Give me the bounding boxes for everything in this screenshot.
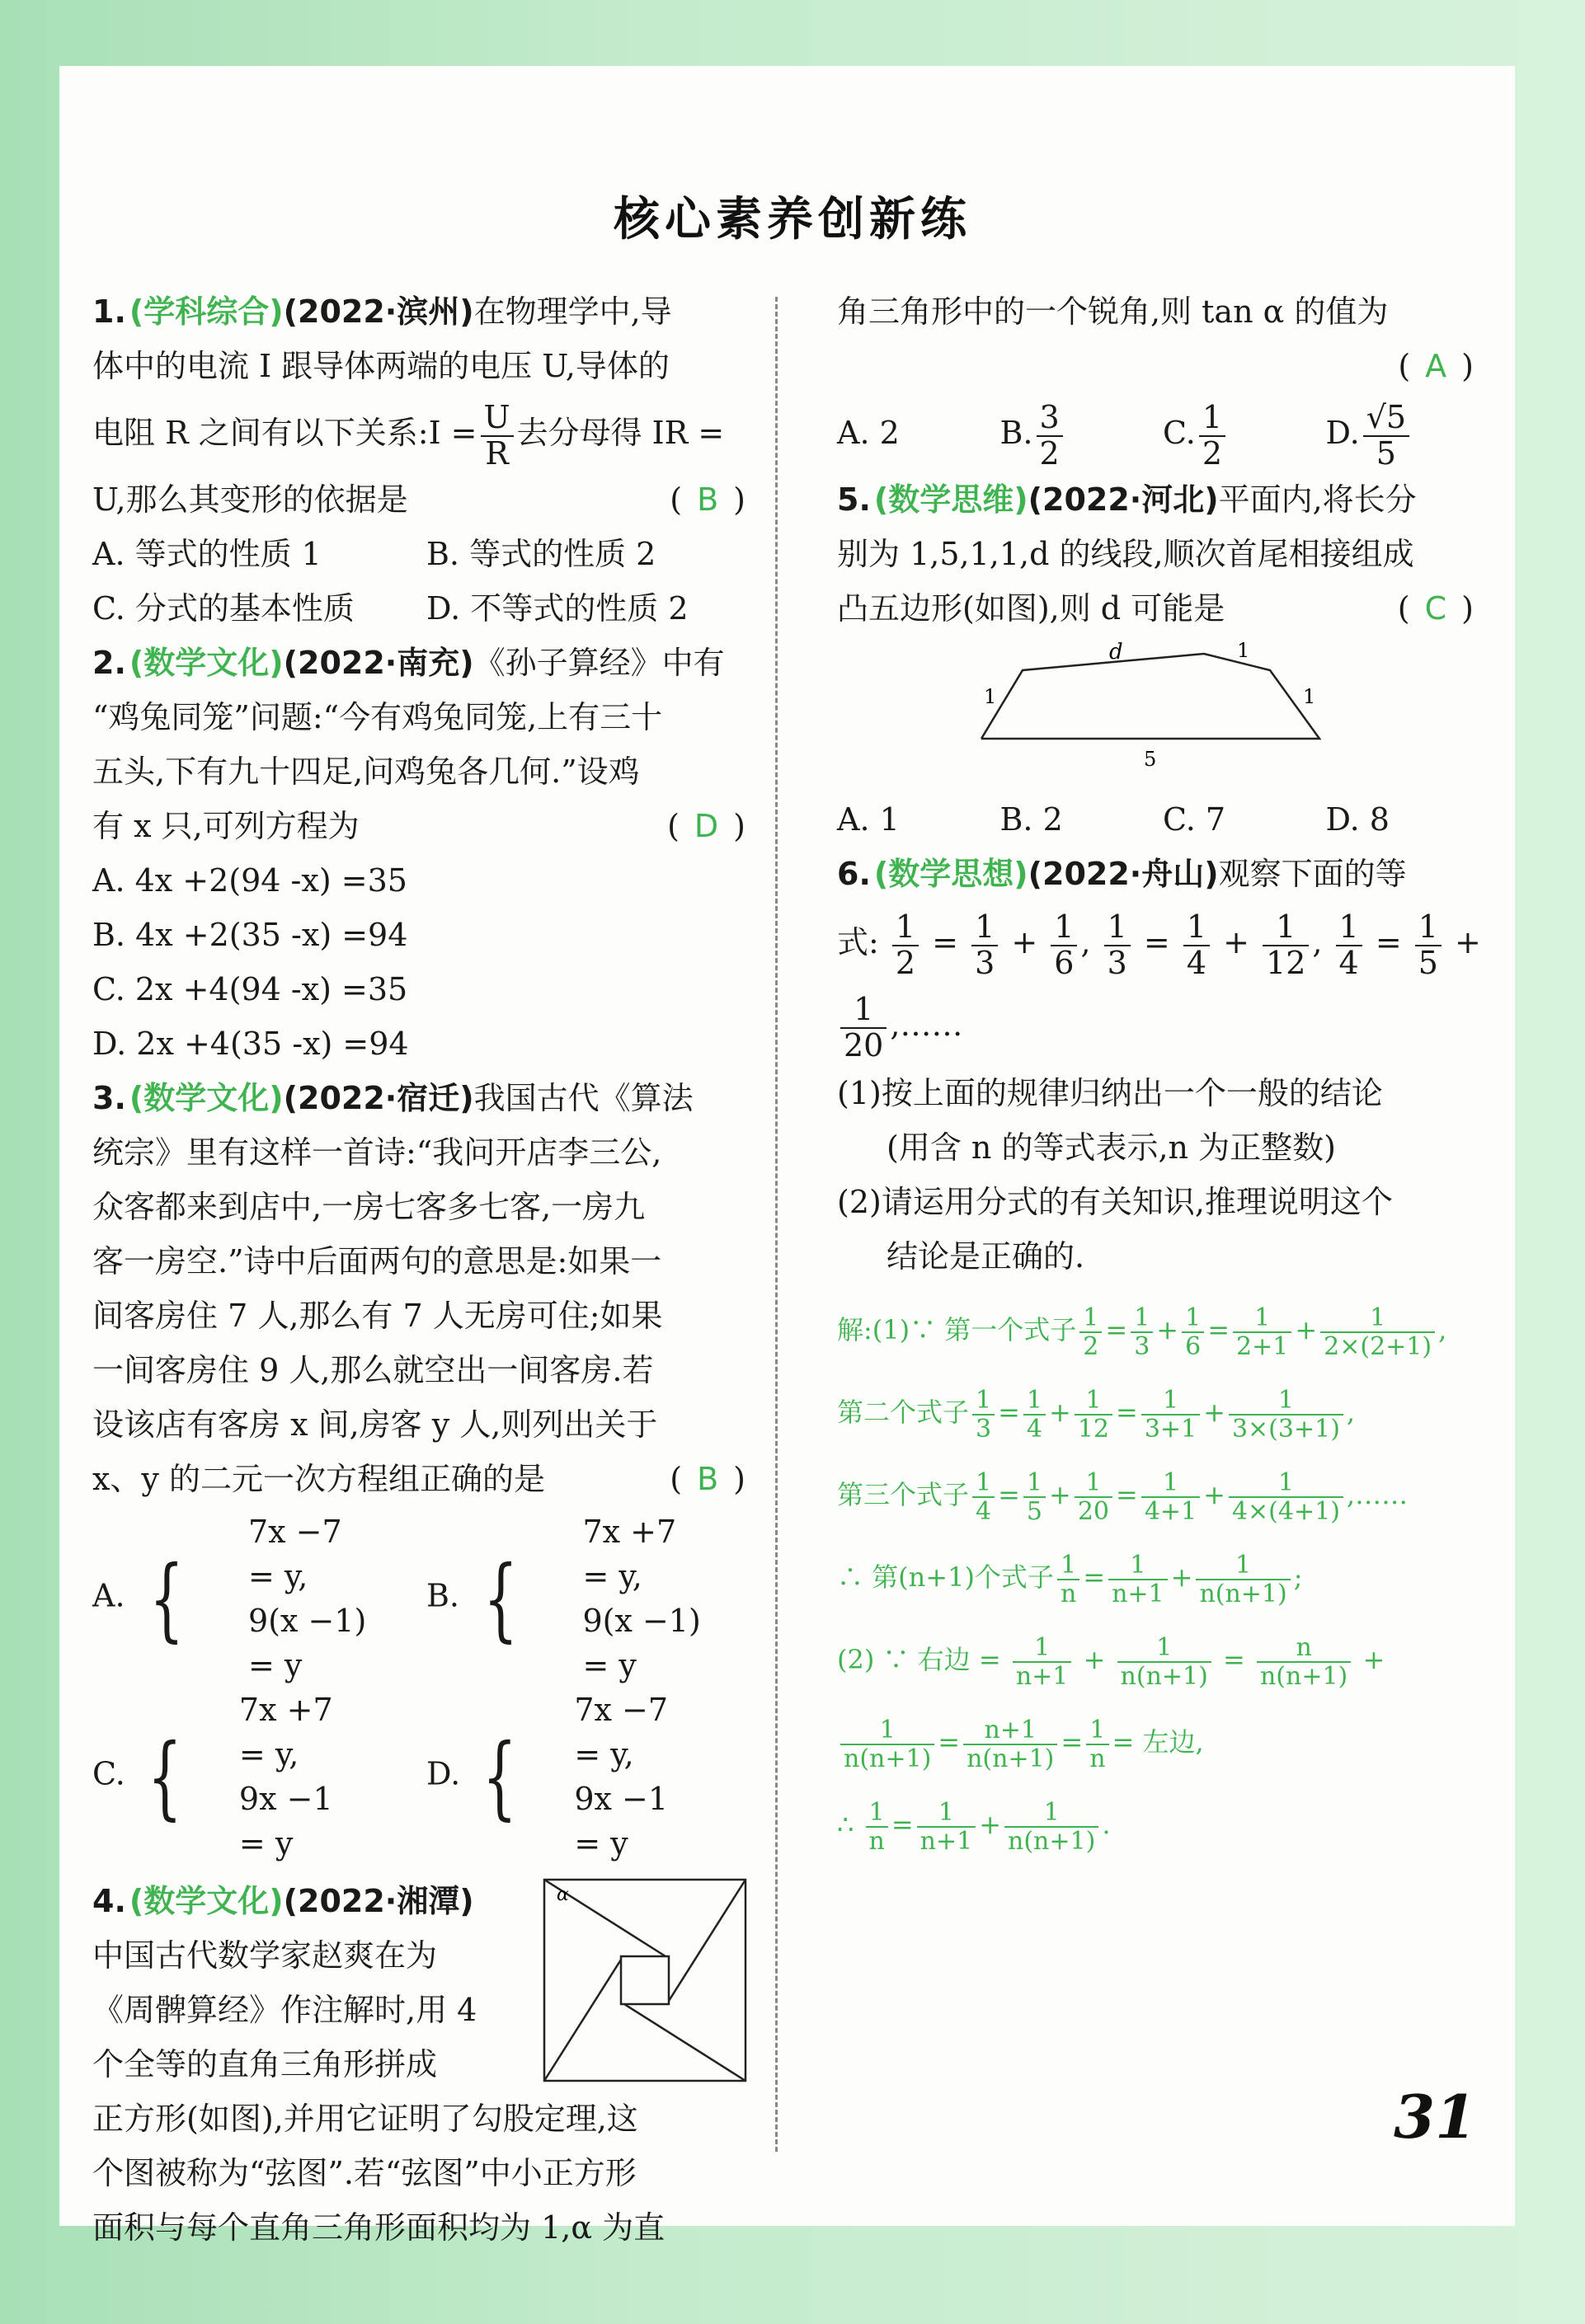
fraction — [1196, 1552, 1290, 1608]
question-text: 凸五边形(如图),则 d 可能是 — [837, 590, 1225, 627]
question-text: 个全等的直角三角形拼成 — [92, 2046, 438, 2082]
page-title: 核心素养创新练 — [614, 193, 971, 246]
question-text: 式: — [837, 924, 879, 960]
fraction — [972, 1469, 995, 1525]
brace-icon: { — [147, 1724, 182, 1829]
question-text: 我国古代《算法 — [473, 1080, 694, 1116]
fraction — [1013, 1634, 1072, 1690]
numerator: √5 — [1363, 401, 1409, 437]
question-text: 面积与每个直角三角形面积均为 1,α 为直 — [92, 2209, 666, 2246]
question-text: ,…… — [890, 1007, 963, 1043]
answer-bracket: (B) — [670, 1461, 760, 1497]
option-label: B. — [999, 415, 1033, 451]
numerator: 1 — [840, 993, 887, 1029]
answer-bracket: (C) — [1397, 590, 1489, 627]
fraction — [971, 910, 998, 981]
numerator: n — [1257, 1634, 1351, 1663]
option-a[interactable]: A. 1 — [837, 801, 900, 838]
numerator: 1 — [1104, 910, 1131, 946]
question-4 — [92, 1874, 760, 2255]
fraction — [1320, 1304, 1435, 1360]
fraction — [866, 1799, 888, 1855]
option-c[interactable]: C. 7 — [1163, 801, 1226, 838]
numerator: 1 — [1075, 1387, 1112, 1416]
option-a[interactable]: A. 4x +2(94 -x) =35 — [92, 862, 407, 899]
numerator: 3 — [1037, 401, 1063, 437]
numerator: 1 — [1183, 910, 1210, 946]
denominator: 5 — [1026, 1496, 1043, 1526]
alpha-label: α — [557, 1885, 569, 1905]
equation-system — [459, 1509, 703, 1688]
denominator: 5 — [1418, 944, 1438, 981]
fraction — [840, 1716, 934, 1772]
denominator: 4+1 — [1144, 1496, 1197, 1526]
denominator: 4×(4+1) — [1231, 1496, 1340, 1526]
fraction — [1229, 1387, 1343, 1443]
numerator: 1 — [1415, 910, 1442, 946]
numerator: 1 — [972, 1469, 995, 1498]
question-tag: (数学文化) — [129, 1080, 284, 1116]
left-column — [92, 284, 760, 2255]
fraction — [1199, 398, 1225, 472]
answer-bracket: (B) — [670, 481, 760, 518]
option-label: C. — [92, 1755, 125, 1792]
numerator: 1 — [840, 1716, 934, 1745]
question-text: 去分母得 IR = — [516, 415, 725, 451]
numerator: 1 — [1013, 1634, 1072, 1663]
option-label: B. — [426, 1577, 460, 1614]
numerator: 1 — [1057, 1552, 1079, 1580]
fraction — [1086, 1716, 1108, 1772]
denominator: n+1 — [919, 1826, 973, 1856]
option-d[interactable] — [426, 1688, 760, 1866]
fraction — [1117, 1634, 1211, 1690]
answer: B — [697, 481, 734, 518]
numerator: 1 — [1320, 1304, 1435, 1333]
denominator: 2×(2+1) — [1324, 1331, 1432, 1361]
question-4-continued — [837, 284, 1489, 472]
denominator: n — [868, 1826, 885, 1856]
solution-text: 第三个式子 — [837, 1479, 970, 1510]
solution-text: ∴ — [837, 1809, 854, 1840]
question-text: 一间客房住 9 人,那么就空出一间客房.若 — [92, 1352, 654, 1388]
question-number: 3. — [92, 1080, 126, 1116]
fraction — [1257, 1634, 1351, 1690]
numerator: 1 — [866, 1799, 888, 1828]
numerator: 1 — [1051, 910, 1077, 946]
side-label-d: d — [1109, 640, 1123, 664]
xian-tu-figure — [542, 1877, 748, 2083]
option-label: A. — [92, 1577, 125, 1614]
denominator: 5 — [1376, 434, 1396, 472]
brace-icon: { — [483, 1546, 519, 1651]
denominator: 3 — [975, 944, 995, 981]
fraction — [1233, 1304, 1291, 1360]
denominator: 6 — [1054, 944, 1075, 981]
denominator: 20 — [1077, 1496, 1110, 1526]
brace-icon: { — [148, 1546, 184, 1651]
fraction — [1263, 910, 1309, 981]
question-text: 众客都来到店中,一房七客多七客,一房九 — [92, 1189, 646, 1225]
fraction — [1075, 1469, 1112, 1525]
denominator: 12 — [1266, 944, 1306, 981]
denominator: n(n+1) — [1008, 1826, 1096, 1856]
equation-line: 9(x −1) = y — [247, 1603, 367, 1683]
fraction — [1415, 910, 1442, 981]
fraction — [1057, 1552, 1079, 1608]
solution-text: 解:(1)∵ 第一个式子 — [837, 1314, 1077, 1345]
question-source: (2022·南充) — [283, 645, 474, 681]
denominator: 2 — [1202, 434, 1222, 472]
denominator: n(n+1) — [1120, 1661, 1208, 1691]
answer: A — [1425, 348, 1462, 384]
page-number: 31 — [1394, 2082, 1477, 2152]
question-tag: (数学文化) — [129, 645, 284, 681]
question-text: 《周髀算经》作注解时,用 4 — [92, 1992, 477, 2028]
numerator: 1 — [1086, 1716, 1108, 1745]
question-2 — [92, 636, 760, 1071]
question-3 — [92, 1071, 760, 1866]
fraction — [1131, 1304, 1153, 1360]
numerator: 1 — [1336, 910, 1362, 946]
option-d[interactable] — [1326, 393, 1489, 472]
denominator: 6 — [1185, 1331, 1202, 1361]
denominator: 3 — [1107, 944, 1127, 981]
option-label: D. — [426, 1755, 461, 1792]
fraction — [1141, 1387, 1200, 1443]
side-label: 1 — [1237, 639, 1250, 662]
question-text: 角三角形中的一个锐角,则 tan α 的值为 — [837, 293, 1389, 330]
question-text: 个图被称为“弦图”.若“弦图”中小正方形 — [92, 2155, 637, 2191]
question-text: U,那么其变形的依据是 — [92, 481, 408, 518]
numerator: 1 — [1075, 1469, 1112, 1498]
option-c[interactable] — [1163, 393, 1326, 472]
question-text: 《孙子算经》中有 — [473, 645, 725, 681]
numerator: 1 — [1117, 1634, 1211, 1663]
fraction — [1051, 910, 1077, 981]
solution: 解:(1)∵ 第一个式子 $\frac{1}{2}$ = $\frac{1}{3}$ + $\frac{1}{6}$ = $\frac{1}{2+1}$ + $\frac{1}{2\times(2+1)}$ , 第二个式子 $\frac{1}{3}$ = $\frac{1}{4}$ + $\frac{1}{12}$ = $\frac{1}{3+1}$ + $\frac{1}{3\times(3+1)}$ , 第三个式子 $\frac{1}{4}$ = $\frac{1}{5}$ + $\frac{1}{20}$ = $\frac{1}{4+1}$ + $\frac{1}{4\times(4+1)}$ ,…… ∴ 第(n+1)个式子 $\frac{1}{n}$ = $\frac{1}{n+1}$ + $\frac{1}{n(n+1)}$ ; (2) ∵ 右边 = $\frac{1}{n+1}$ + $\frac{1}{n(n+1)}$ = $\frac{n}{n(n+1)}$ + $\frac{1}{n(n+1)}$ = $\frac{n+1}{n(n+1)}$ = $\frac{1}{n}$ = 左边, ∴ $\frac{1}{n}$ = $\frac{1}{n+1}$ + $\frac{1}{n(n+1)}$ . — [837, 1303, 1447, 1856]
answer-bracket: (A) — [1398, 348, 1489, 384]
numerator: 1 — [1196, 1552, 1290, 1580]
question-tag: (数学思想) — [873, 856, 1028, 892]
denominator: n(n+1) — [1259, 1661, 1348, 1691]
option-d[interactable]: D. 不等式的性质 2 — [426, 590, 689, 627]
answer-bracket: (D) — [667, 808, 760, 844]
sub-question-2: (2)请运用分式的有关知识,推理说明这个 — [837, 1184, 1393, 1220]
denominator: 2 — [1083, 1331, 1099, 1361]
fraction — [1141, 1469, 1200, 1525]
option-b[interactable]: B. 2 — [999, 801, 1063, 838]
fraction — [972, 1387, 995, 1443]
question-text: 电阻 R 之间有以下关系:I = — [92, 415, 477, 451]
fraction — [1104, 910, 1131, 981]
fraction — [481, 398, 514, 472]
option-c[interactable]: C. 2x +4(94 -x) =35 — [92, 971, 408, 1007]
brace-icon: { — [482, 1724, 518, 1829]
question-tag: (数学文化) — [129, 1883, 284, 1919]
solution-text: 第二个式子 — [837, 1397, 970, 1428]
question-text: 平面内,将长分 — [1218, 481, 1417, 518]
denominator: 4 — [976, 1496, 992, 1526]
equation-line: 7x −7 = y, — [247, 1514, 342, 1594]
sub-question-1-cont: (用含 n 的等式表示,n 为正整数) — [887, 1129, 1336, 1166]
answer: C — [1424, 590, 1462, 627]
numerator: 1 — [917, 1799, 976, 1828]
question-text: 设该店有客房 x 间,房客 y 人,则列出关于 — [92, 1406, 658, 1443]
denominator: n+1 — [1015, 1661, 1069, 1691]
sub-question-1: (1)按上面的规律归纳出一个一般的结论 — [837, 1075, 1383, 1111]
numerator: 1 — [1229, 1469, 1343, 1498]
question-text: 在物理学中,导 — [473, 293, 672, 330]
question-source: (2022·舟山) — [1028, 856, 1219, 892]
fraction — [892, 910, 919, 981]
question-text: 正方形(如图),并用它证明了勾股定理,这 — [92, 2101, 638, 2137]
numerator: 1 — [1131, 1304, 1153, 1333]
denominator: n+1 — [1112, 1579, 1164, 1608]
numerator: 1 — [892, 910, 919, 946]
question-source: (2022·湘潭) — [283, 1883, 474, 1919]
numerator: 1 — [1023, 1469, 1046, 1498]
question-source: (2022·宿迁) — [283, 1080, 474, 1116]
solution-text: ∴ 第(n+1)个式子 — [837, 1561, 1054, 1593]
answer: B — [697, 1461, 734, 1497]
numerator: 1 — [1263, 910, 1309, 946]
equation-line: 7x −7 = y, — [574, 1692, 669, 1772]
question-number: 6. — [837, 856, 871, 892]
numerator: 1 — [1108, 1552, 1168, 1580]
fraction — [963, 1716, 1057, 1772]
side-label: 1 — [1303, 685, 1316, 708]
numerator: 1 — [1233, 1304, 1291, 1333]
question-text: 五头,下有九十四足,问鸡兔各几何.”设鸡 — [92, 754, 640, 790]
denominator: 12 — [1077, 1414, 1110, 1444]
equation-line: 9x −1 = y — [574, 1781, 669, 1862]
denominator: n(n+1) — [1199, 1579, 1287, 1608]
option-a[interactable]: A. 2 — [837, 415, 900, 451]
sub-question-2-cont: 结论是正确的. — [887, 1238, 1085, 1275]
pentagon-figure — [837, 636, 1489, 776]
option-b[interactable] — [426, 1509, 760, 1688]
question-text: x、y 的二元一次方程组正确的是 — [92, 1461, 545, 1497]
right-column — [837, 284, 1489, 1866]
question-tag: (数学思维) — [873, 481, 1028, 518]
fraction — [1336, 910, 1362, 981]
fraction — [1183, 910, 1210, 981]
question-number: 1. — [92, 293, 126, 330]
answer: D — [694, 808, 734, 844]
fraction — [1023, 1469, 1046, 1525]
numerator: 1 — [1141, 1387, 1200, 1416]
numerator: 1 — [972, 1387, 995, 1416]
denominator: 3 — [1134, 1331, 1150, 1361]
option-c[interactable] — [92, 1688, 426, 1866]
question-1 — [92, 284, 760, 636]
question-text: 统宗》里有这样一首诗:“我问开店李三公, — [92, 1134, 662, 1171]
question-text: 中国古代数学家赵爽在为 — [92, 1937, 438, 1974]
numerator: 1 — [1079, 1304, 1102, 1333]
option-label: D. — [1325, 415, 1360, 451]
fraction — [1079, 1304, 1102, 1360]
denominator: n(n+1) — [967, 1744, 1055, 1773]
option-b[interactable] — [1000, 393, 1164, 472]
question-text: 别为 1,5,1,1,d 的线段,顺次首尾相接组成 — [837, 536, 1414, 572]
denominator: n — [1089, 1744, 1106, 1773]
numerator: n+1 — [963, 1716, 1057, 1745]
solution-text: = 左边, — [1112, 1726, 1204, 1758]
question-5 — [837, 472, 1489, 847]
fraction — [917, 1799, 976, 1855]
denominator: 20 — [844, 1026, 884, 1063]
denominator: 2 — [1039, 434, 1060, 472]
equation-line: 9x −1 = y — [238, 1781, 333, 1862]
numerator: 1 — [1182, 1304, 1204, 1333]
numerator: 1 — [1141, 1469, 1200, 1498]
fraction — [1229, 1469, 1343, 1525]
option-a[interactable] — [92, 1509, 426, 1688]
question-text: 客一房空.”诗中后面两句的意思是:如果一 — [92, 1243, 662, 1279]
equation-line: 7x +7 = y, — [238, 1692, 333, 1772]
denominator: 4 — [1186, 944, 1207, 981]
question-text: 体中的电流 I 跟导体两端的电压 U,导体的 — [92, 348, 670, 384]
denominator: R — [485, 434, 509, 472]
denominator: 4 — [1338, 944, 1359, 981]
question-text: “鸡兔同笼”问题:“今有鸡兔同笼,上有三十 — [92, 699, 663, 735]
option-c[interactable]: C. 分式的基本性质 — [92, 590, 355, 627]
denominator: 2+1 — [1236, 1331, 1289, 1361]
equation-system — [460, 1688, 684, 1866]
fraction — [1108, 1552, 1168, 1608]
question-source: (2022·滨州) — [283, 293, 474, 330]
side-label: 5 — [1144, 748, 1157, 771]
equation-system — [125, 1509, 369, 1688]
option-d[interactable]: D. 2x +4(35 -x) =94 — [92, 1026, 409, 1062]
fraction — [1023, 1387, 1046, 1443]
denominator: 3+1 — [1144, 1414, 1197, 1444]
fraction — [1004, 1799, 1098, 1855]
question-text: 间客房住 7 人,那么有 7 人无房可住;如果 — [92, 1298, 663, 1334]
side-label: 1 — [984, 685, 997, 708]
numerator: 1 — [1199, 401, 1225, 437]
option-b[interactable]: B. 等式的性质 2 — [426, 536, 656, 572]
denominator: 3 — [976, 1414, 992, 1444]
question-source: (2022·河北) — [1028, 481, 1219, 518]
numerator: U — [481, 401, 514, 437]
column-divider — [775, 297, 778, 2152]
solution-text: (2) ∵ 右边 = — [837, 1644, 1001, 1675]
fraction — [1182, 1304, 1204, 1360]
fraction — [840, 990, 887, 1063]
option-label: C. — [1163, 415, 1196, 451]
equation-line: 7x +7 = y, — [582, 1514, 677, 1594]
denominator: 3×(3+1) — [1231, 1414, 1340, 1444]
numerator: 1 — [1229, 1387, 1343, 1416]
denominator: 4 — [1026, 1414, 1043, 1444]
denominator: n — [1060, 1579, 1077, 1608]
option-a[interactable]: A. 等式的性质 1 — [92, 536, 322, 572]
question-text: 观察下面的等 — [1218, 856, 1407, 892]
numerator: 1 — [1004, 1799, 1098, 1828]
equation-system — [125, 1688, 350, 1866]
option-b[interactable]: B. 4x +2(35 -x) =94 — [92, 917, 408, 953]
question-number: 2. — [92, 645, 126, 681]
numerator: 1 — [1023, 1387, 1046, 1416]
option-d[interactable]: D. 8 — [1325, 801, 1390, 838]
question-number: 4. — [92, 1883, 126, 1919]
fraction — [1037, 398, 1063, 472]
question-text: 有 x 只,可列方程为 — [92, 808, 360, 844]
question-tag: (学科综合) — [129, 293, 284, 330]
denominator: 2 — [895, 944, 916, 981]
fraction — [1075, 1387, 1112, 1443]
question-6: 6. (数学思想)(2022·舟山)观察下面的等 式: $\frac{1}{2}$ = $\frac{1}{3}$ + $\frac{1}{6}$ , $\frac{1}{3}$ = $\frac{1}{4}$ + $\frac{1}{12}$ , $\frac{1}{4}$ = $\frac{1}{5}$ + $\frac{1}{20}$ ,…… (1)按上面的规律归纳出一个一般的结论 (用含 n 的等式表示,n 为正整数) (2)请运用分式的有关知识,推理说明这个 结论是正确的. 解:(1)∵ 第一个式子 $\frac{1}{2}$ = $\frac{1}{3}$ + $\frac{1}{6}$ = $\frac{1}{2+1}$ + $\frac{1}{2\times(2+1)}$ , 第二个式子 $\frac{1}{3}$ = $\frac{1}{4}$ + $\frac{1}{12}$ = $\frac{1}{3+1}$ + $\frac{1}{3\times(3+1)}$ , 第三个式子 $\frac{1}{4}$ = $\frac{1}{5}$ + $\frac{1}{20}$ = $\frac{1}{4+1}$ + $\frac{1}{4\times(4+1)}$ ,…… ∴ 第(n+1)个式子 $\frac{1}{n}$ = $\frac{1}{n+1}$ + $\frac{1}{n(n+1)}$ ; (2) ∵ 右边 = $\frac{1}{n+1}$ + $\frac{1}{n(n+1)}$ = $\frac{n}{n(n+1)}$ + $\frac{1}{n(n+1)}$ = $\frac{n+1}{n(n+1)}$ = $\frac{1}{n}$ = 左边, ∴ $\frac{1}{n}$ = $\frac{1}{n+1}$ + $\frac{1}{n(n+1)}$ . — [837, 847, 1489, 1866]
numerator: 1 — [971, 910, 998, 946]
question-number: 5. — [837, 481, 871, 518]
denominator: n(n+1) — [844, 1744, 932, 1773]
fraction — [1363, 398, 1409, 472]
equation-line: 9(x −1) = y — [582, 1603, 701, 1683]
